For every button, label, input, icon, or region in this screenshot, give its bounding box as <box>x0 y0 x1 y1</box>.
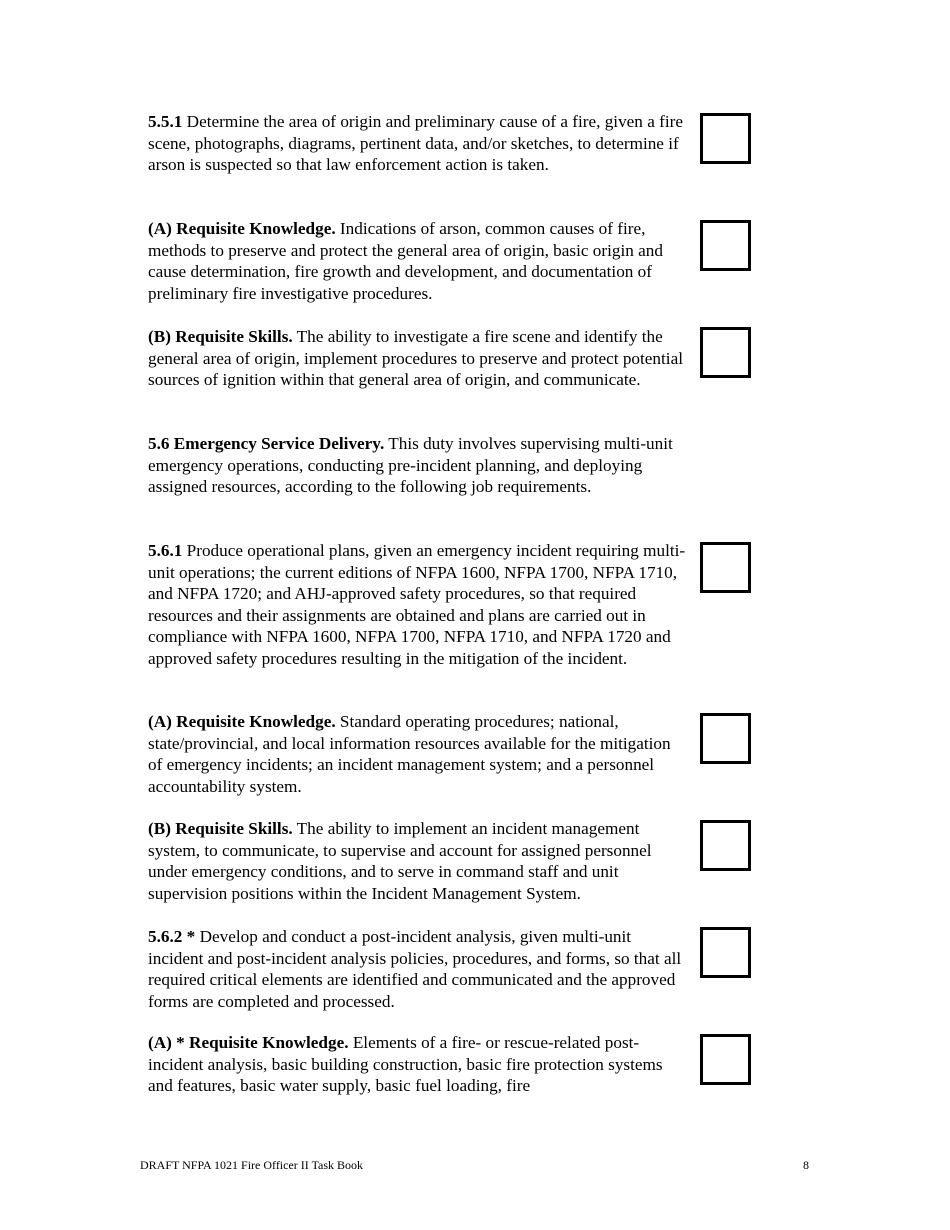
item-label: (B) Requisite Skills. <box>148 327 293 346</box>
standard-5-5-1 <box>148 111 688 176</box>
item-text: This duty involves supervising multi-unit emergency operations, conducting pre-incident planning, and deploying assigned resources, according to the following job requirements. <box>148 434 673 496</box>
item-text: Indications of arson, common causes of fire, methods to preserve and protect the general area of origin, basic origin and cause determination, fire growth and development, and documentation of preliminary fire investigative procedures. <box>148 219 663 303</box>
standard-5-6-1-a <box>148 711 688 797</box>
item-label: 5.6.2 * <box>148 927 196 946</box>
checkbox-5-6-2-a[interactable] <box>700 1034 751 1085</box>
checkbox-5-5-1-a[interactable] <box>700 220 751 271</box>
item-label: (A) Requisite Knowledge. <box>148 219 336 238</box>
item-label: 5.5.1 <box>148 112 183 131</box>
checkbox-5-5-1-b[interactable] <box>700 327 751 378</box>
item-text: The ability to implement an incident management system, to communicate, to supervise and account for assigned personnel under emergency conditions, and to serve in command staff and unit supervision positions within the Incident Management System. <box>148 819 652 903</box>
item-text: Develop and conduct a post-incident analysis, given multi-unit incident and post-incident analysis policies, procedures, and forms, so that all required critical elements are identified and communicated and the approved forms are completed and processed. <box>148 927 682 1011</box>
item-label: 5.6 Emergency Service Delivery. <box>148 434 385 453</box>
section-5-6 <box>148 433 688 498</box>
checkbox-5-6-2[interactable] <box>700 927 751 978</box>
item-label: (B) Requisite Skills. <box>148 819 293 838</box>
footer-title: DRAFT NFPA 1021 Fire Officer II Task Book <box>140 1158 364 1172</box>
checkbox-5-6-1-b[interactable] <box>700 820 751 871</box>
item-text: Standard operating procedures; national, state/provincial, and local information resources available for the mitigation of emergency incidents; an incident management system; and a personnel accountability system. <box>148 712 671 796</box>
item-label: 5.6.1 <box>148 541 183 560</box>
item-text: Determine the area of origin and preliminary cause of a fire, given a fire scene, photographs, diagrams, pertinent data, and/or sketches, to determine if arson is suspected so that law enforcement action is taken. <box>148 112 683 174</box>
standard-5-6-2 <box>148 926 688 1012</box>
checkbox-5-6-1-a[interactable] <box>700 713 751 764</box>
standard-5-5-1-b <box>148 326 688 391</box>
item-label: (A) Requisite Knowledge. <box>148 712 336 731</box>
item-label: (A) * Requisite Knowledge. <box>148 1033 349 1052</box>
page-number: 8 <box>803 1158 809 1172</box>
standard-5-6-1 <box>148 540 688 669</box>
checkbox-5-5-1[interactable] <box>700 113 751 164</box>
item-text: The ability to investigate a fire scene and identify the general area of origin, implement procedures to preserve and protect potential sources of ignition within that general area of origin, and communicate. <box>148 327 683 389</box>
checkbox-5-6-1[interactable] <box>700 542 751 593</box>
standard-5-6-2-a <box>148 1032 688 1097</box>
standard-5-6-1-b <box>148 818 688 904</box>
item-text: Produce operational plans, given an emergency incident requiring multi-unit operations; the current editions of NFPA 1600, NFPA 1700, NFPA 1710, and NFPA 1720; and AHJ-approved safety procedures, so that required resources and their assignments are obtained and plans are carried out in compliance with NFPA 1600, NFPA 1700, NFPA 1710, and NFPA 1720 and approved safety procedures resulting in the mitigation of the incident. <box>148 541 686 668</box>
item-text: Elements of a fire- or rescue-related post-incident analysis, basic building construction, basic fire protection systems and features, basic water supply, basic fuel loading, fire <box>148 1033 663 1095</box>
standard-5-5-1-a <box>148 218 688 304</box>
